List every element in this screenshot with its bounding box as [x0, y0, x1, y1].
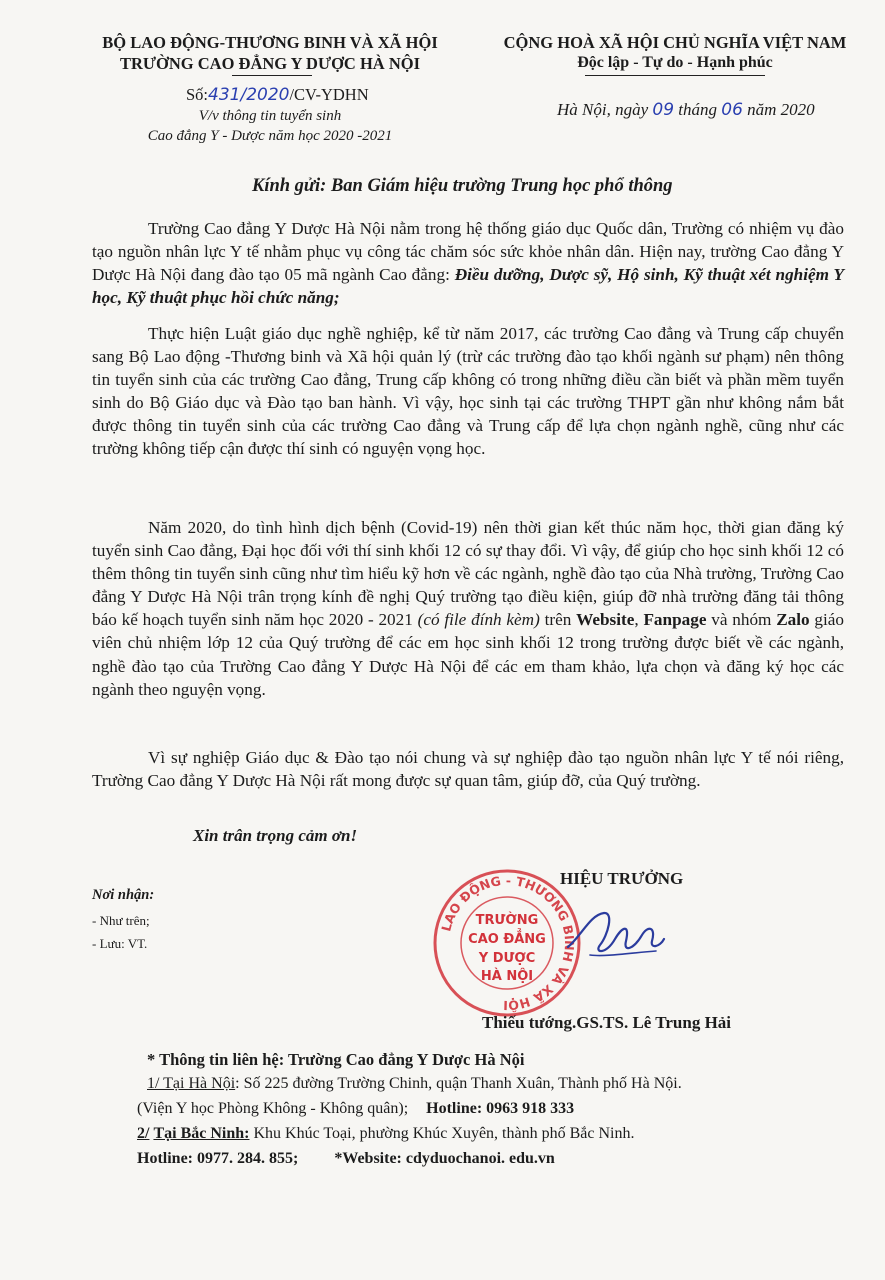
thanks-line: Xin trân trọng cảm ơn! [193, 826, 358, 845]
salutation: Kính gửi: Ban Giám hiệu trường Trung học phổ thông [252, 176, 673, 196]
signer-role: HIỆU TRƯỞNG [560, 869, 684, 888]
p3-attachment-note: (có file đính kèm) [417, 610, 540, 630]
p3-zalo: Zalo [776, 610, 810, 630]
number-suffix: /CV-YDHN [289, 85, 369, 104]
subject-line-1: V/v thông tin tuyển sinh [198, 108, 342, 124]
bacninh-label: Tại Bắc Ninh: [153, 1125, 250, 1142]
contact-footer-line [137, 1150, 555, 1168]
body-paragraph-1 [92, 217, 844, 309]
contact-hanoi-line [147, 1075, 682, 1093]
website: *Website: cdyduochanoi. edu.vn [334, 1150, 555, 1167]
stamp-line-1: TRƯỜNG [475, 913, 539, 928]
header-right-divider [585, 75, 765, 76]
body-paragraph-4 [92, 746, 844, 792]
number-handwritten: 431/2020 [208, 85, 290, 105]
hanoi-address: : Số 225 đường Trường Chinh, quận Thanh Xuân, Thành phố Hà Nội. [235, 1075, 682, 1092]
handwritten-signature [560, 895, 670, 975]
date-prefix: Hà Nội, ngày [557, 100, 649, 119]
date-day: 09 [652, 100, 675, 120]
header-left-divider [232, 75, 312, 76]
nation-name: CỘNG HOÀ XÃ HỘI CHỦ NGHĨA VIỆT NAM [503, 33, 847, 52]
body-paragraph-3 [92, 516, 844, 701]
number-prefix: Số: [186, 85, 209, 104]
subject-line-2: Cao đẳng Y - Dược năm học 2020 -2021 [147, 128, 393, 144]
body-paragraph-2 [92, 322, 844, 461]
signer-name: Thiếu tướng.GS.TS. Lê Trung Hải [482, 1013, 732, 1032]
p1-majors: Điều dưỡng, Dược sỹ, Hộ sinh, Kỹ thuật xét nghiệm Y học, Kỹ thuật phục hồi chức năng; [92, 265, 845, 308]
contact-hanoi-extra-line [137, 1100, 574, 1118]
recipients-title: Nơi nhận: [92, 887, 155, 903]
contact-title: * Thông tin liên hệ: Trường Cao đẳng Y Dược Hà Nội [147, 1050, 525, 1069]
p2-text: Thực hiện Luật giáo dục nghề nghiệp, kể từ năm 2017, các trường Cao đẳng và Trung cấp chuyển sang Bộ Lao động -Thương binh và Xã hội quản lý (trừ các trường đào tạo khối ngành sư phạm) nên thông tin tuyển sinh của các trường Cao đẳng, Trung cấp không có trong những điều cần biết và phần mềm tuyển sinh do Bộ Giáo dục và Đào tạo ban hành. Vì vậy, học sinh tại các trường THPT gần như không nắm bắt được thông tin tuyển sinh của các trường Cao đẳng và Trung cấp để lựa chọn ngành nghề, cũng như các trường không tiếp cận được thí sinh có nguyện vọng học. [92, 324, 844, 459]
p1-text: Trường Cao đẳng Y Dược Hà Nội nằm trong hệ thống giáo dục Quốc dân, Trường có nhiệm vụ đào tạo nguồn nhân lực Y tế nhằm phục vụ công tác chăm sóc sức khỏe nhân dân. Hiện nay, trường Cao đẳng Y Dược Hà Nội đang đào tạo 05 mã ngành Cao đẳng: [92, 219, 844, 285]
date-month: 06 [721, 100, 743, 120]
document-date [557, 100, 815, 120]
document-number [186, 85, 369, 105]
recipient-item: - Như trên; [92, 913, 150, 928]
p3-comma: , [634, 610, 639, 630]
ministry-name: BỘ LAO ĐỘNG-THƯƠNG BINH VÀ XÃ HỘI [102, 33, 438, 52]
stamp-line-2: CAO ĐẲNG [468, 932, 546, 947]
p3-website: Website [576, 610, 635, 630]
motto: Độc lập - Tự do - Hạnh phúc [577, 54, 773, 71]
p3-text-c: giáo viên chủ nhiệm lớp 12 của Quý trường để các em học sinh khối 12 trong trường được biết về các ngành, nghề đào tạo của Trường Cao đẳng Y Dược Hà Nội để các em tham khảo, lựa chọn và đăng ký học các ngành theo nguyện vọng. [92, 610, 844, 699]
p4-text: Vì sự nghiệp Giáo dục & Đào tạo nói chung và sự nghiệp đào tạo nguồn nhân lực Y tế nói riêng, Trường Cao đẳng Y Dược Hà Nội rất mong được sự quan tâm, giúp đỡ, của Quý trường. [92, 748, 844, 791]
hanoi-extra: (Viện Y học Phòng Không - Không quân); [137, 1100, 409, 1117]
recipient-item: - Lưu: VT. [92, 936, 148, 951]
p3-and: và nhóm [711, 610, 772, 630]
date-mid: tháng [678, 100, 718, 119]
hanoi-label: 1/ Tại Hà Nội [147, 1075, 236, 1092]
school-name: TRƯỜNG CAO ĐẲNG Y DƯỢC HÀ NỘI [119, 54, 421, 73]
bacninh-address: Khu Khúc Toại, phường Khúc Xuyên, thành phố Bắc Ninh. [253, 1125, 635, 1142]
stamp-line-4: HÀ NỘI [480, 969, 534, 984]
p3-text-b: trên [544, 610, 572, 630]
contact-bacninh-line [137, 1125, 634, 1143]
stamp-line-3: Y DƯỢC [478, 951, 536, 966]
date-suffix: năm 2020 [747, 100, 815, 119]
bacninh-number: 2/ [137, 1125, 150, 1142]
p3-fanpage: Fanpage [643, 610, 707, 630]
p3-text-a: Năm 2020, do tình hình dịch bệnh (Covid-19) nên thời gian kết thúc năm học, thời gian đăng ký tuyển sinh Cao đẳng, Đại học đối với thí sinh khối 12 có sự thay đổi. Vì vậy, để giúp cho học sinh khối 12 có thêm thông tin tuyển sinh cũng như tìm hiểu kỹ hơn về các ngành, nghề đào tạo của Nhà trường, Trường Cao đẳng Y Dược Hà Nội trân trọng kính đề nghị Quý trường tạo điều kiện, giúp đỡ nhà trường đăng tải thông báo kế hoạch tuyển sinh năm học 2020 - 2021 [92, 518, 844, 630]
bacninh-hotline: Hotline: 0977. 284. 855; [137, 1150, 299, 1167]
stamp-ring-text: LAO ĐỘNG - THƯƠNG BINH VÀ XÃ HỘI [438, 872, 578, 1014]
hanoi-hotline: Hotline: 0963 918 333 [426, 1100, 575, 1117]
